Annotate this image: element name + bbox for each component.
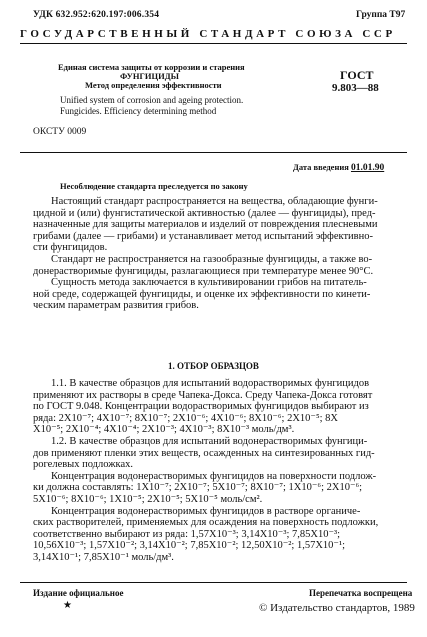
text-line: ческим параметрам развития грибов. [33, 300, 199, 312]
official-edition: Издание официальное [33, 588, 124, 598]
text-line: рогелевых подложках. [33, 459, 133, 471]
legal-notice: Несоблюдение стандарта преследуется по закону [60, 181, 248, 191]
reprint-notice: Перепечатка воспрещена [309, 588, 413, 598]
text-line: 3,14X10⁻¹; 7,85X10⁻¹ моль/дм³. [33, 551, 174, 563]
text-line: ной среде, содержащей фунгициды, и оценке их эффективности по кинети- [33, 288, 371, 300]
method-title: Метод определения эффективности [85, 80, 222, 90]
effective-date-value: 01.01.90 [350, 163, 385, 173]
section-title: 1. ОТБОР ОБРАЗЦОВ [168, 361, 259, 371]
state-standard-title: ГОСУДАРСТВЕННЫЙ СТАНДАРТ СОЮЗА ССР [20, 28, 396, 40]
text-line: 1.2. В качестве образцов для испытаний водонерастворимых фунгици- [51, 435, 368, 447]
gost-number: 9.803—88 [332, 82, 379, 94]
text-line: сти фунгицидов. [33, 242, 108, 254]
english-title-line-1: Unified system of corrosion and ageing protection. [60, 95, 244, 105]
star-icon: ★ [63, 600, 72, 611]
text-line: 10,56X10⁻³; 1,57X10⁻²; 3,14X10⁻²; 7,85X10⁻²; 12,50X10⁻²; 1,57X10⁻¹; [33, 540, 346, 552]
text-line: по ГОСТ 9.048. Концентрации водорастворимых фунгицидов выбирают из [33, 401, 369, 413]
text-line: 1.1. В качестве образцов для испытаний водорастворимых фунгицидов [51, 378, 370, 389]
text-line: 5X10⁻⁶; 8X10⁻⁶; 1X10⁻⁵; 2X10⁻⁵; 5X10⁻⁵ моль/см². [33, 493, 263, 505]
text-line: Концентрация водонерастворимых фунгицидов на поверхности подлож- [51, 470, 377, 482]
header-rule [20, 43, 407, 44]
text-line: X10⁻⁵; 2X10⁻⁴; 4X10⁻⁴; 2X10⁻³; 4X10⁻³; 8X10⁻³ моль/дм³. [33, 424, 295, 436]
text-line: соответственно выбирают из ряда: 1,57X10⁻³; 3,14X10⁻³; 7,85X10⁻³; [33, 528, 341, 540]
gost-label: ГОСТ [340, 68, 374, 82]
group-code: Группа Т97 [356, 10, 406, 20]
text-line: грибами (далее — грибами) и устанавливает метод испытаний эффективно- [33, 230, 374, 242]
standard-name: ФУНГИЦИДЫ [120, 71, 179, 81]
effective-date [293, 162, 384, 173]
text-line: ряда: 2X10⁻⁷; 4X10⁻⁷; 8X10⁻⁷; 2X10⁻⁶; 4X10⁻⁶; 8X10⁻⁶; 2X10⁻⁵; 8X [33, 412, 339, 424]
english-title-line-2: Fungicides. Efficiency determining method [60, 106, 217, 116]
footer-rule [20, 582, 407, 583]
text-line: Сущность метода заключается в культивировании грибов на питатель- [51, 277, 367, 289]
text-line: цидной и (или) фунгистатической активностью (далее — фунгициды), пред- [33, 207, 376, 219]
text-line: Настоящий стандарт распространяется на вещества, обладающие фунги- [51, 196, 378, 207]
text-line: донерастворимые фунгициды, разлагающиеся при температуре менее 90°С. [33, 265, 374, 277]
effective-date-label: Дата введения [293, 162, 349, 172]
text-line: Стандарт не распространяется на газообразные фунгициды, а также во- [51, 253, 373, 265]
section-text [33, 378, 408, 564]
text-line: ки должна составлять: 1X10⁻⁷; 2X10⁻⁷; 5X10⁻⁷; 8X10⁻⁷; 1X10⁻⁶; 2X10⁻⁶; [33, 482, 363, 494]
intro-text [33, 196, 408, 312]
okstu-code: ОКСТУ 0009 [33, 127, 87, 137]
text-line: назначенные для защиты материалов и изделий от повреждения плесневыми [33, 219, 378, 231]
title-block-rule [20, 152, 407, 153]
copyright: © Издательство стандартов, 1989 [259, 602, 415, 614]
system-title: Единая система защиты от коррозии и старения [58, 62, 245, 72]
text-line: Концентрация водонерастворимых фунгицидов в растворе органиче- [51, 505, 361, 517]
text-line: дов применяют пленки этих веществ, осажденных на синтезированных гид- [33, 447, 375, 459]
text-line: ских растворителей, применяемых для осаждения на поверхность подложки, [33, 517, 379, 529]
text-line: применяют их растворы в среде Чапека-Докса. Среду Чапека-Докса готовят [33, 389, 373, 401]
udk-code: УДК 632.952:620.197:006.354 [33, 10, 160, 20]
